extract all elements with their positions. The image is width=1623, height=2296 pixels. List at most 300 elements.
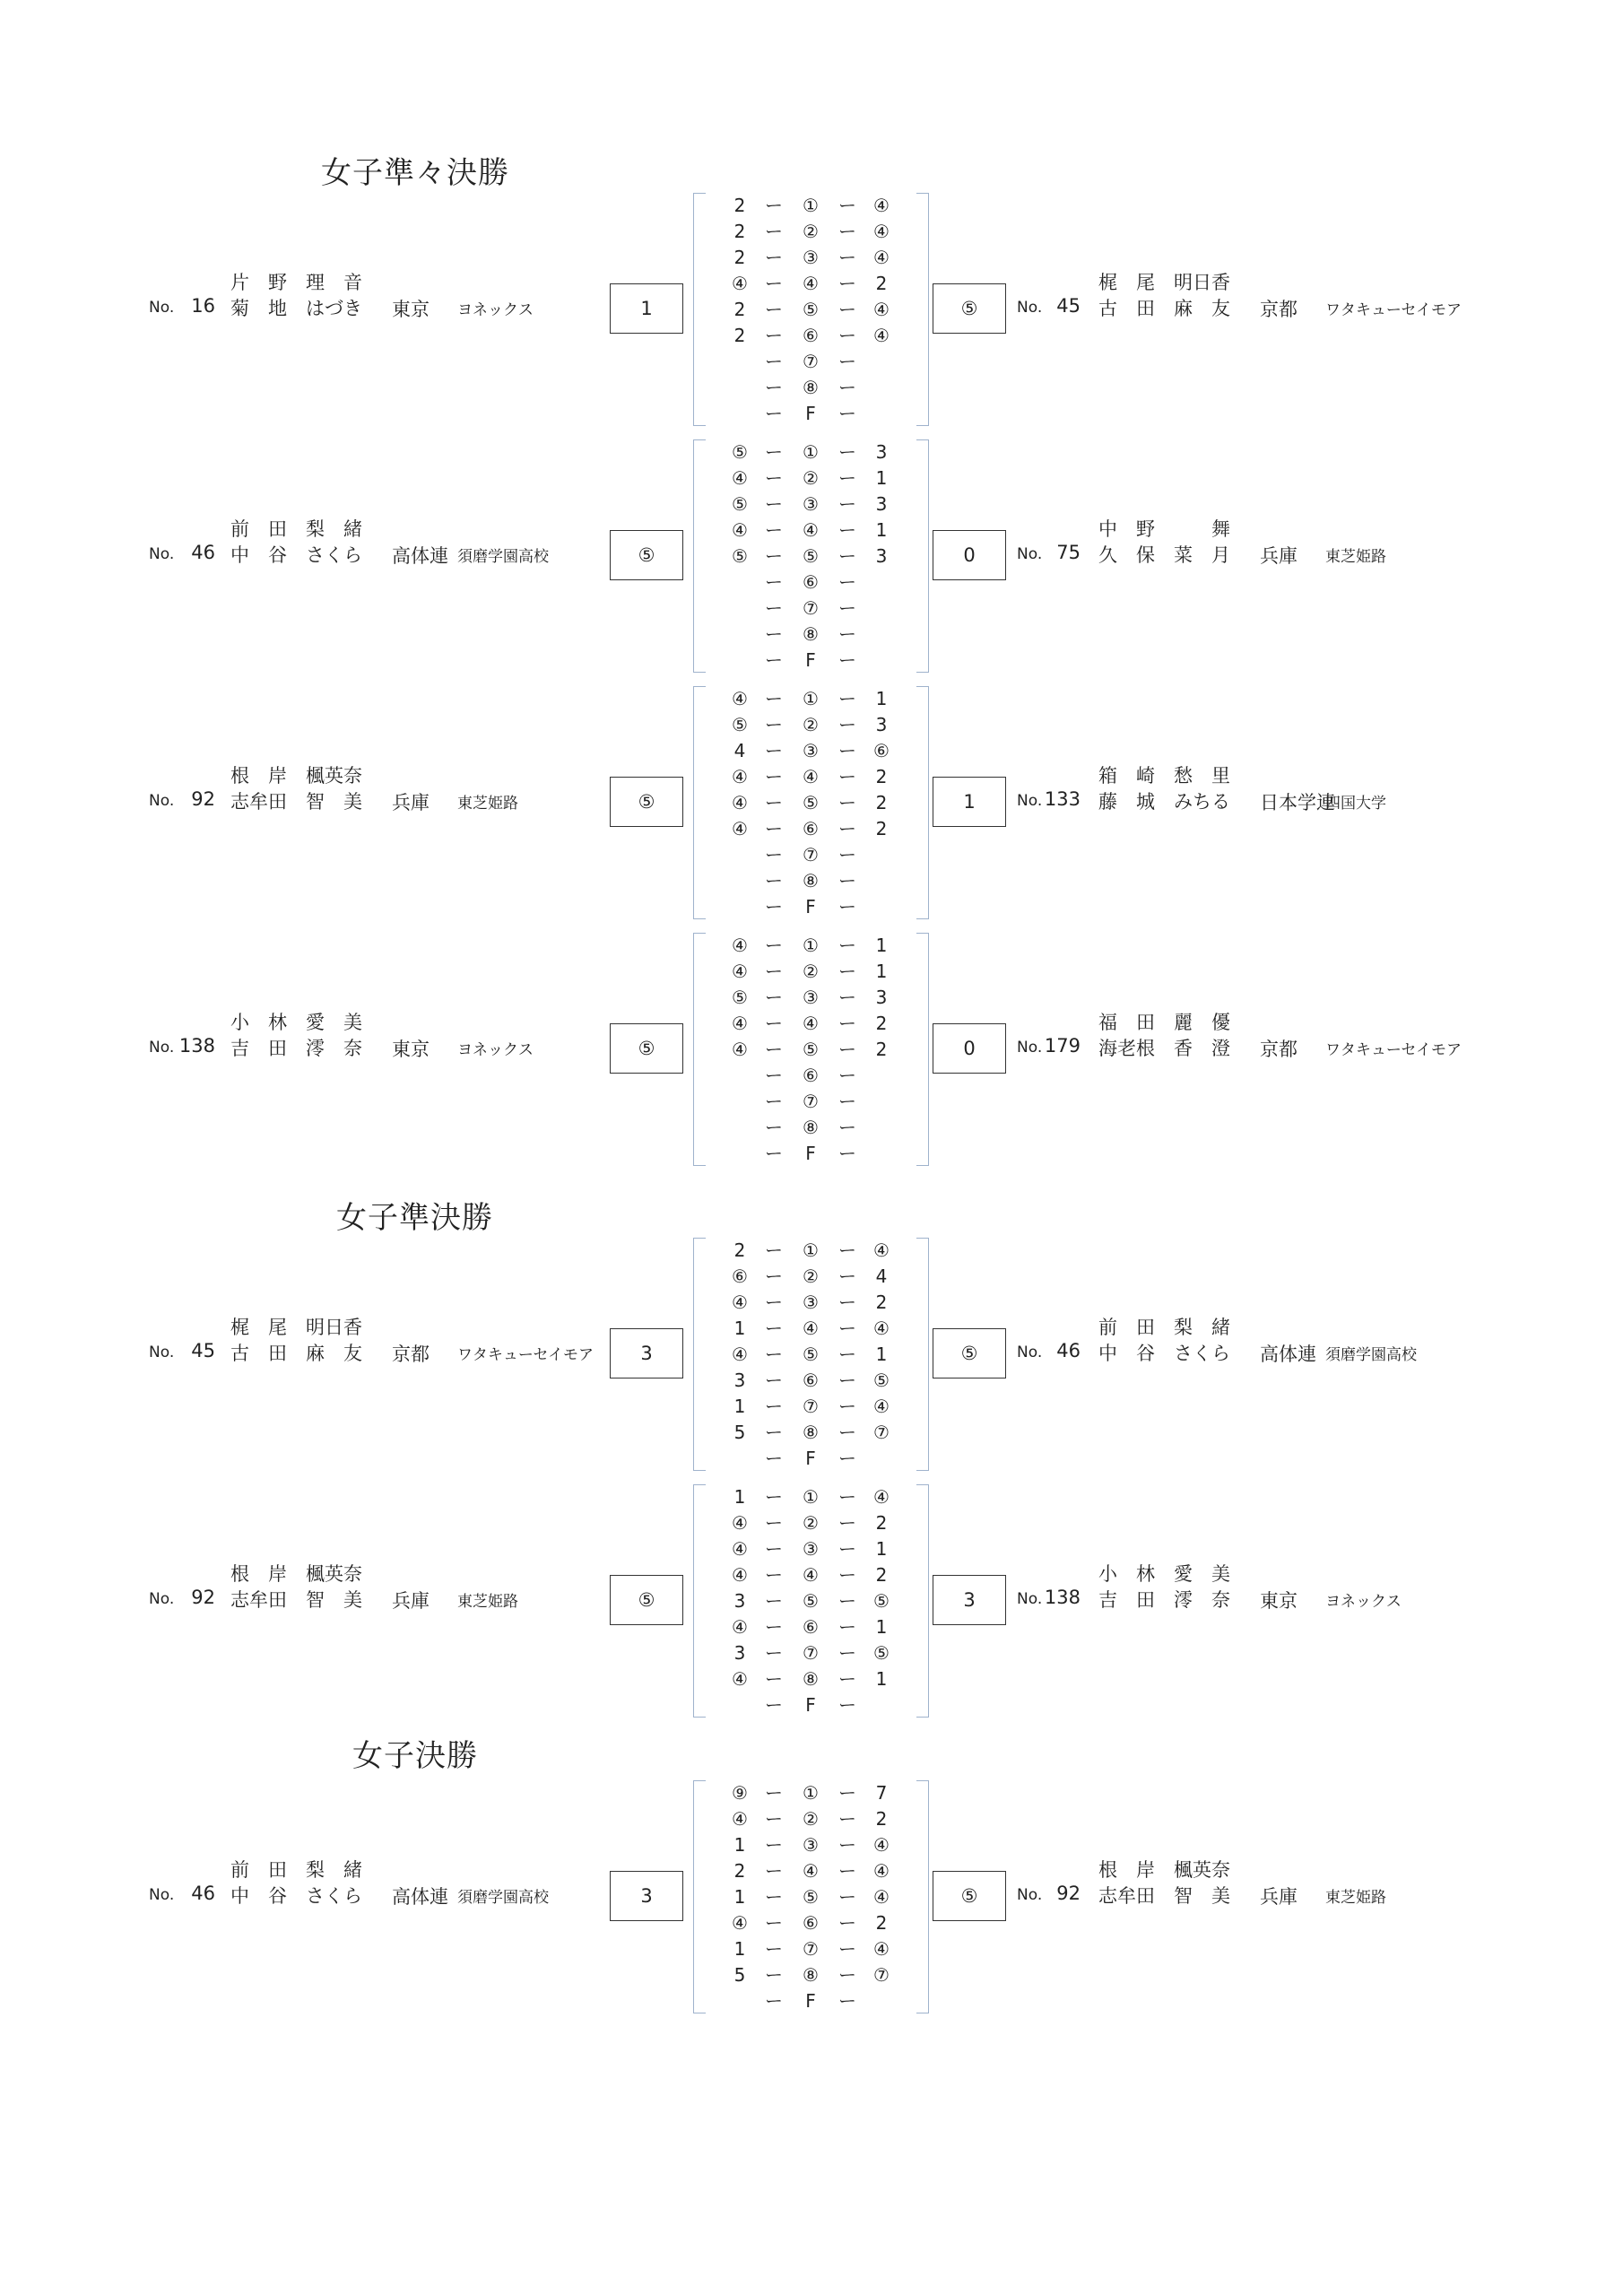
left-player-names: 前 田 梨 緒 中 谷 さくら	[230, 1859, 362, 1907]
right-game-score: 2	[875, 1564, 888, 1586]
right-game-score: 1	[875, 519, 888, 541]
right-prefecture: 京都	[1260, 1039, 1298, 1060]
bracket-right	[916, 933, 929, 1166]
game-row	[723, 1588, 902, 1614]
left-prefecture: 東京	[392, 1039, 430, 1060]
dash: ー	[838, 1239, 856, 1261]
game-row	[723, 933, 902, 959]
game-number: F	[805, 403, 816, 424]
game-number: ⑤	[803, 1344, 819, 1365]
game-row	[723, 1063, 902, 1089]
dash: ー	[765, 1239, 783, 1261]
dash: ー	[765, 597, 783, 619]
right-game-score: ⑤	[873, 1590, 890, 1612]
game-number: ③	[803, 247, 819, 268]
dash: ー	[765, 1886, 783, 1908]
left-game-score: 2	[733, 299, 746, 320]
right-team: 東芝姫路	[1325, 548, 1386, 566]
dash: ー	[838, 1886, 856, 1908]
left-score-box: ⑤	[610, 530, 683, 580]
game-number: ⑤	[803, 1886, 819, 1908]
right-game-score: 1	[875, 688, 888, 709]
dash: ー	[838, 1590, 856, 1612]
dash: ー	[765, 493, 783, 515]
right-game-score: ④	[873, 1239, 890, 1261]
dash: ー	[838, 623, 856, 645]
game-row	[723, 1910, 902, 1936]
right-game-score: ⑦	[873, 1964, 890, 1986]
left-game-score	[723, 1063, 757, 1089]
left-game-score: ⑤	[732, 987, 748, 1008]
dash: ー	[838, 649, 856, 671]
game-number: ⑦	[803, 1396, 819, 1417]
left-game-score: 1	[733, 1938, 746, 1960]
game-row	[723, 401, 902, 427]
dash: ー	[838, 247, 856, 268]
dash: ー	[838, 377, 856, 398]
left-no-label: No.	[149, 1886, 175, 1904]
bracket-right	[916, 1780, 929, 2013]
dash: ー	[838, 844, 856, 865]
left-game-score: ④	[732, 1808, 748, 1830]
dash: ー	[838, 545, 856, 567]
right-game-score: 2	[875, 792, 888, 813]
left-game-score: ④	[732, 935, 748, 956]
game-number: F	[805, 1143, 816, 1164]
game-number: ⑧	[803, 377, 819, 398]
right-game-score	[864, 868, 898, 894]
left-prefecture: 兵庫	[392, 1590, 430, 1612]
left-game-score: 3	[733, 1370, 746, 1391]
right-prefecture: 兵庫	[1260, 545, 1298, 567]
game-number: ⑥	[803, 571, 819, 593]
match-block	[0, 686, 1623, 921]
dash: ー	[838, 351, 856, 372]
dash: ー	[765, 377, 783, 398]
game-row	[723, 323, 902, 349]
dash: ー	[838, 766, 856, 787]
game-number: ⑧	[803, 1964, 819, 1986]
left-player-names: 根 岸 楓英奈 志牟田 智 美	[230, 1563, 362, 1611]
dash: ー	[765, 1318, 783, 1339]
game-row	[723, 1988, 902, 2014]
left-player-number: 45	[191, 1340, 215, 1361]
left-team: ワタキューセイモア	[457, 1346, 594, 1364]
left-game-score: ④	[732, 961, 748, 982]
game-number: ④	[803, 1564, 819, 1586]
game-row	[723, 1037, 902, 1063]
dash: ー	[838, 1990, 856, 2012]
left-no-label: No.	[149, 792, 175, 810]
right-game-score: ⑥	[873, 740, 890, 761]
dash: ー	[838, 1808, 856, 1830]
game-row	[723, 245, 902, 271]
game-number: F	[805, 1990, 816, 2012]
left-prefecture: 高体連	[392, 545, 448, 567]
right-game-score: ④	[873, 1486, 890, 1508]
game-number: ⑥	[803, 1065, 819, 1086]
right-game-score: 1	[875, 1344, 888, 1365]
left-no-label: No.	[149, 1590, 175, 1608]
left-prefecture: 東京	[392, 299, 430, 320]
game-row	[723, 1562, 902, 1588]
dash: ー	[838, 1013, 856, 1034]
right-game-score: ⑦	[873, 1422, 890, 1443]
game-number: ④	[803, 1318, 819, 1339]
right-game-score: 3	[875, 987, 888, 1008]
right-game-score	[864, 349, 898, 375]
left-game-score	[723, 375, 757, 401]
game-row	[723, 349, 902, 375]
game-scores	[723, 686, 902, 920]
game-row	[723, 1780, 902, 1806]
game-number: ⑤	[803, 1039, 819, 1060]
left-game-score: ④	[732, 818, 748, 839]
game-number: ④	[803, 766, 819, 787]
dash: ー	[765, 714, 783, 735]
left-game-score: 1	[733, 1486, 746, 1508]
game-number: ②	[803, 467, 819, 489]
game-row	[723, 491, 902, 517]
right-score-box: 3	[933, 1575, 1006, 1625]
right-player-names: 前 田 梨 緒 中 谷 さくら	[1098, 1317, 1230, 1364]
dash: ー	[838, 571, 856, 593]
dash: ー	[765, 1117, 783, 1138]
match-block	[0, 1484, 1623, 1719]
right-game-score	[864, 596, 898, 622]
right-game-score: ④	[873, 325, 890, 346]
dash: ー	[765, 1564, 783, 1586]
game-row	[723, 868, 902, 894]
left-no-label: No.	[149, 1344, 175, 1361]
left-score-box: 3	[610, 1328, 683, 1378]
dash: ー	[838, 1422, 856, 1443]
dash: ー	[765, 1370, 783, 1391]
dash: ー	[765, 441, 783, 463]
left-player-names: 梶 尾 明日香 古 田 麻 友	[230, 1317, 362, 1364]
right-game-score: ④	[873, 247, 890, 268]
left-player-names: 前 田 梨 緒 中 谷 さくら	[230, 518, 362, 566]
game-number: ③	[803, 1834, 819, 1856]
dash: ー	[838, 1912, 856, 1934]
left-game-score: 1	[733, 1886, 746, 1908]
right-player-number: 75	[1056, 542, 1081, 563]
game-row	[723, 1640, 902, 1666]
game-row	[723, 622, 902, 648]
dash: ー	[838, 1834, 856, 1856]
game-row	[723, 544, 902, 570]
game-number: ⑧	[803, 623, 819, 645]
dash: ー	[765, 740, 783, 761]
left-game-score: ④	[732, 1564, 748, 1586]
match-block	[0, 1780, 1623, 2015]
left-game-score	[723, 1988, 757, 2014]
game-row	[723, 1238, 902, 1264]
left-player-number: 92	[191, 1587, 215, 1608]
dash: ー	[838, 1860, 856, 1882]
bracket-right	[916, 686, 929, 919]
right-score-box: 0	[933, 1023, 1006, 1074]
left-score-box: 1	[610, 283, 683, 334]
right-game-score: 2	[875, 1039, 888, 1060]
right-prefecture: 兵庫	[1260, 1886, 1298, 1908]
dash: ー	[765, 403, 783, 424]
game-number: F	[805, 1448, 816, 1469]
right-game-score: 2	[875, 818, 888, 839]
game-number: ⑦	[803, 1938, 819, 1960]
game-row	[723, 1011, 902, 1037]
left-game-score: 3	[733, 1590, 746, 1612]
game-number: ⑤	[803, 1590, 819, 1612]
game-number: ⑤	[803, 299, 819, 320]
game-row	[723, 439, 902, 465]
left-score-box: 3	[610, 1871, 683, 1921]
left-team: 須磨学園高校	[457, 548, 549, 566]
dash: ー	[838, 441, 856, 463]
game-row	[723, 816, 902, 842]
left-game-score	[723, 1692, 757, 1718]
dash: ー	[838, 896, 856, 918]
left-game-score: ④	[732, 1668, 748, 1690]
dash: ー	[838, 1448, 856, 1469]
right-game-score: 3	[875, 493, 888, 515]
left-game-score	[723, 401, 757, 427]
dash: ー	[765, 1013, 783, 1034]
left-game-score	[723, 868, 757, 894]
right-score-box: 0	[933, 530, 1006, 580]
left-player-names: 片 野 理 音 菊 地 はづき	[230, 272, 362, 319]
right-game-score: ④	[873, 299, 890, 320]
left-player-names: 根 岸 楓英奈 志牟田 智 美	[230, 765, 362, 813]
game-number: ③	[803, 987, 819, 1008]
right-player-number: 92	[1056, 1883, 1081, 1904]
left-game-score: ④	[732, 1512, 748, 1534]
left-player-number: 92	[191, 788, 215, 810]
right-game-score: ④	[873, 1860, 890, 1882]
bracket-left	[693, 193, 706, 426]
dash: ー	[838, 299, 856, 320]
dash: ー	[765, 1590, 783, 1612]
left-game-score: ④	[732, 467, 748, 489]
right-player-number: 138	[1044, 1587, 1081, 1608]
game-scores	[723, 1238, 902, 1472]
dash: ー	[765, 467, 783, 489]
dash: ー	[838, 1694, 856, 1716]
dash: ー	[765, 1143, 783, 1164]
left-game-score: ④	[732, 273, 748, 294]
dash: ー	[765, 1860, 783, 1882]
dash: ー	[838, 1396, 856, 1417]
left-game-score: ④	[732, 1912, 748, 1934]
right-team: ワタキューセイモア	[1325, 301, 1462, 319]
left-game-score: 1	[733, 1396, 746, 1417]
game-row	[723, 1536, 902, 1562]
game-number: ⑤	[803, 792, 819, 813]
right-game-score: 1	[875, 1616, 888, 1638]
right-game-score: 1	[875, 961, 888, 982]
game-number: ⑥	[803, 1616, 819, 1638]
dash: ー	[765, 844, 783, 865]
right-game-score	[864, 622, 898, 648]
bracket-left	[693, 1780, 706, 2013]
dash: ー	[838, 1538, 856, 1560]
dash: ー	[838, 1616, 856, 1638]
game-number: ④	[803, 1860, 819, 1882]
left-game-score	[723, 622, 757, 648]
game-row	[723, 985, 902, 1011]
game-row	[723, 570, 902, 596]
left-game-score: ④	[732, 792, 748, 813]
right-player-names: 根 岸 楓英奈 志牟田 智 美	[1098, 1859, 1230, 1907]
dash: ー	[838, 740, 856, 761]
game-number: ⑦	[803, 1091, 819, 1112]
right-game-score	[864, 1692, 898, 1718]
left-game-score: ④	[732, 1538, 748, 1560]
dash: ー	[765, 221, 783, 242]
dash: ー	[838, 1265, 856, 1287]
game-row	[723, 790, 902, 816]
game-number: ⑥	[803, 1370, 819, 1391]
right-no-label: No.	[1017, 1590, 1043, 1608]
right-game-score	[864, 570, 898, 596]
left-player-number: 46	[191, 1883, 215, 1904]
dash: ー	[765, 1396, 783, 1417]
dash: ー	[838, 688, 856, 709]
game-number: ③	[803, 1292, 819, 1313]
right-game-score: 3	[875, 545, 888, 567]
game-scores	[723, 1780, 902, 2014]
game-row	[723, 1290, 902, 1316]
right-game-score	[864, 648, 898, 674]
bracket-left	[693, 686, 706, 919]
dash: ー	[765, 519, 783, 541]
dash: ー	[765, 792, 783, 813]
game-scores	[723, 1484, 902, 1718]
dash: ー	[765, 935, 783, 956]
left-game-score: ④	[732, 1013, 748, 1034]
dash: ー	[765, 1642, 783, 1664]
left-game-score	[723, 1446, 757, 1472]
right-team: 須磨学園高校	[1325, 1346, 1417, 1364]
dash: ー	[838, 1964, 856, 1986]
right-player-names: 箱 崎 愁 里 藤 城 みちる	[1098, 765, 1230, 813]
right-prefecture: 東京	[1260, 1590, 1298, 1612]
right-player-number: 46	[1056, 1340, 1081, 1361]
left-prefecture: 兵庫	[392, 792, 430, 813]
game-row	[723, 738, 902, 764]
game-number: ①	[803, 1782, 819, 1804]
left-game-score: 1	[733, 1318, 746, 1339]
right-player-number: 133	[1044, 788, 1081, 810]
right-score-box: ⑤	[933, 1328, 1006, 1378]
dash: ー	[765, 195, 783, 216]
match-block	[0, 439, 1623, 674]
game-number: ⑦	[803, 351, 819, 372]
right-game-score: ④	[873, 1834, 890, 1856]
right-game-score: ④	[873, 221, 890, 242]
game-row	[723, 1141, 902, 1167]
dash: ー	[765, 1039, 783, 1060]
right-game-score: ④	[873, 1938, 890, 1960]
right-game-score: ④	[873, 1886, 890, 1908]
dash: ー	[765, 896, 783, 918]
dash: ー	[838, 1039, 856, 1060]
dash: ー	[765, 1265, 783, 1287]
right-game-score: 3	[875, 441, 888, 463]
game-number: ①	[803, 1239, 819, 1261]
bracket-right	[916, 439, 929, 673]
game-row	[723, 297, 902, 323]
game-row	[723, 1510, 902, 1536]
dash: ー	[838, 1370, 856, 1391]
match-block	[0, 193, 1623, 428]
dash: ー	[838, 519, 856, 541]
game-scores	[723, 933, 902, 1167]
dash: ー	[838, 195, 856, 216]
dash: ー	[838, 1668, 856, 1690]
dash: ー	[765, 325, 783, 346]
dash: ー	[765, 766, 783, 787]
dash: ー	[838, 1292, 856, 1313]
left-team: 須磨学園高校	[457, 1889, 549, 1907]
game-row	[723, 686, 902, 712]
left-game-score: ⑤	[732, 493, 748, 515]
game-row	[723, 764, 902, 790]
left-game-score	[723, 570, 757, 596]
game-row	[723, 1420, 902, 1446]
game-row	[723, 1884, 902, 1910]
right-game-score: 7	[875, 1782, 888, 1804]
game-row	[723, 1342, 902, 1368]
dash: ー	[765, 1292, 783, 1313]
right-player-number: 45	[1056, 295, 1081, 317]
left-game-score	[723, 1115, 757, 1141]
right-player-names: 中 野 舞 久 保 菜 月	[1098, 518, 1230, 566]
dash: ー	[765, 1668, 783, 1690]
dash: ー	[838, 1344, 856, 1365]
dash: ー	[838, 1938, 856, 1960]
game-number: F	[805, 896, 816, 918]
game-number: ⑥	[803, 818, 819, 839]
right-game-score	[864, 375, 898, 401]
dash: ー	[838, 597, 856, 619]
left-game-score	[723, 1089, 757, 1115]
left-game-score	[723, 596, 757, 622]
dash: ー	[765, 273, 783, 294]
game-row	[723, 1484, 902, 1510]
game-row	[723, 1692, 902, 1718]
right-game-score: 2	[875, 273, 888, 294]
game-number: F	[805, 649, 816, 671]
dash: ー	[838, 870, 856, 891]
dash: ー	[765, 870, 783, 891]
left-game-score: ④	[732, 1616, 748, 1638]
right-player-names: 小 林 愛 美 吉 田 澪 奈	[1098, 1563, 1230, 1611]
game-number: ⑦	[803, 844, 819, 865]
dash: ー	[765, 1964, 783, 1986]
dash: ー	[838, 935, 856, 956]
left-game-score: ④	[732, 688, 748, 709]
game-number: ②	[803, 961, 819, 982]
game-number: ②	[803, 221, 819, 242]
left-game-score: ⑤	[732, 714, 748, 735]
left-game-score	[723, 1141, 757, 1167]
dash: ー	[765, 299, 783, 320]
right-player-names: 梶 尾 明日香 古 田 麻 友	[1098, 272, 1230, 319]
left-game-score: ④	[732, 766, 748, 787]
game-number: ①	[803, 1486, 819, 1508]
dash: ー	[765, 1938, 783, 1960]
